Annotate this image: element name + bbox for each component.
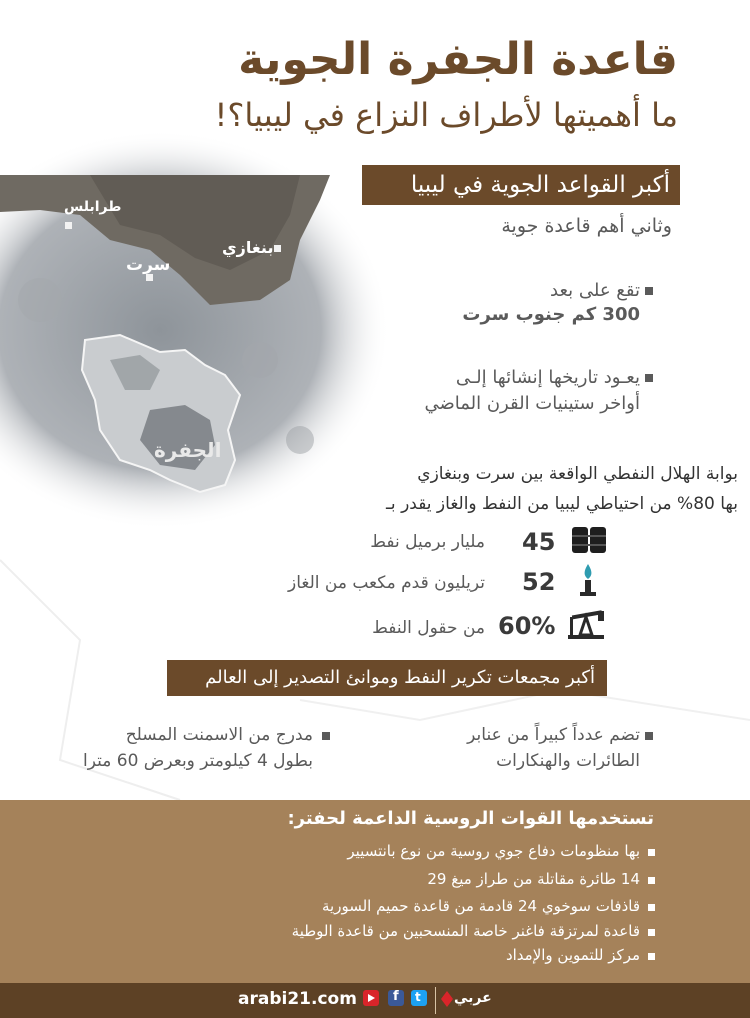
bullet-icon	[645, 287, 653, 295]
bullet-icon	[648, 904, 655, 911]
twitter-glyph: t	[415, 990, 421, 1004]
russia-title: تستخدمها القوات الروسية الداعمة لحفتر:	[287, 808, 654, 829]
facebook-glyph: f	[393, 989, 399, 1004]
hangars-line-1: تضم عدداً كبيراً من عنابر	[467, 725, 640, 745]
city-jufra: الجفرة	[154, 438, 222, 462]
site-link[interactable]: arabi21.com	[238, 989, 357, 1009]
oil-pump-icon	[566, 605, 606, 641]
city-benghazi: بنغازي	[222, 238, 274, 257]
hangars-line-2: الطائرات والهنكارات	[496, 751, 640, 771]
stat-gas-value: 52	[522, 568, 556, 596]
russia-item: مركز للتموين والإمداد	[505, 946, 640, 964]
sirte-marker	[146, 274, 153, 281]
location-line-1: تقع على بعد	[550, 280, 640, 301]
tripoli-marker	[65, 222, 72, 229]
russia-item: قاعدة لمرتزقة فاغنر خاصة المنسحبين من قاعدة الوطية	[291, 922, 640, 940]
second-base-text: وثاني أهم قاعدة جوية	[501, 215, 672, 237]
bullet-icon	[648, 849, 655, 856]
bullet-icon	[648, 877, 655, 884]
stat-fields-value: 60%	[498, 612, 556, 640]
stat-gas-label: تريليون قدم مكعب من الغاز	[288, 573, 485, 593]
russia-item: قاذفات سوخوي 24 قادمة من قاعدة حميم السورية	[322, 897, 640, 915]
russia-item: بها منظومات دفاع جوي روسية من نوع بانتسيير	[347, 842, 640, 860]
city-sirte: سرت	[126, 255, 171, 275]
gas-flame-icon	[577, 562, 599, 598]
section1-heading: أكبر القواعد الجوية في ليبيا	[362, 165, 680, 205]
crescent-line-2: بها 80% من احتياطي ليبيا من النفط والغاز يقدر بـ	[385, 494, 738, 514]
section2-heading: أكبر مجمعات تكرير النفط وموانئ التصدير إلى العالم	[167, 660, 607, 696]
footer-divider	[435, 987, 436, 1014]
bullet-icon	[322, 732, 330, 740]
history-line-1: يعـود تاريخها إنشائها إلـى	[455, 367, 640, 388]
stat-oil-value: 45	[522, 528, 556, 556]
benghazi-marker	[274, 245, 281, 252]
oil-barrel-icon	[570, 523, 608, 555]
page-subtitle: ما أهميتها لأطراف النزاع في ليبيا؟!	[214, 96, 678, 134]
bullet-icon	[645, 374, 653, 382]
stat-oil-label: مليار برميل نفط	[370, 532, 485, 552]
crescent-line-1: بوابة الهلال النفطي الواقعة بين سرت وبنغازي	[417, 464, 738, 484]
play-icon	[368, 994, 375, 1002]
bullet-icon	[645, 732, 653, 740]
runway-line-1: مدرج من الاسمنت المسلح	[125, 725, 313, 745]
bullet-icon	[648, 929, 655, 936]
location-line-2: 300 كم جنوب سرت	[462, 304, 640, 325]
runway-line-2: بطول 4 كيلومتر وبعرض 60 مترا	[83, 751, 313, 771]
bullet-icon	[648, 953, 655, 960]
arabi21-logo-icon	[441, 991, 453, 1007]
history-line-2: أواخر ستينيات القرن الماضي	[424, 393, 640, 414]
russia-item: 14 طائرة مقاتلة من طراز ميغ 29	[427, 870, 640, 888]
stat-fields-label: من حقول النفط	[372, 618, 485, 638]
page-title: قاعدة الجفرة الجوية	[238, 34, 678, 85]
city-tripoli: طرابلس	[64, 199, 122, 215]
arabi21-logo: عربي	[454, 990, 492, 1006]
